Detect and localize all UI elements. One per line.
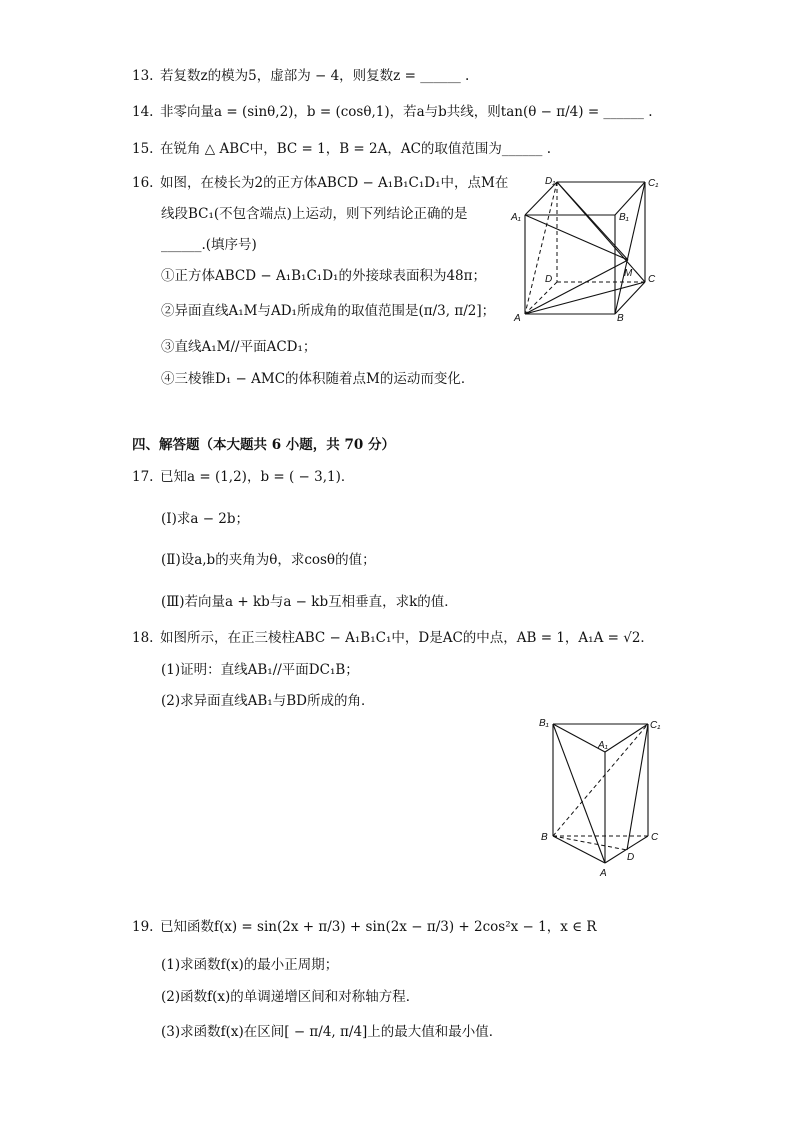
question-13 bbox=[132, 67, 469, 85]
question-18-part-1: (1)证明：直线AB₁//平面DC₁B； bbox=[161, 662, 359, 678]
question-17-part-1: (Ⅰ)求a − 2b； bbox=[161, 511, 250, 527]
question-number: 16. bbox=[132, 175, 154, 191]
question-number: 19. bbox=[132, 919, 154, 935]
question-18-part-2: (2)求异面直线AB₁与BD所成的角． bbox=[161, 693, 375, 709]
question-16-option-4: ④三棱锥D₁ − AMC的体积随着点M的运动而变化． bbox=[161, 371, 475, 387]
question-16 bbox=[132, 174, 508, 192]
question-number: 13. bbox=[132, 68, 154, 84]
label-D1: D₁ bbox=[545, 176, 556, 187]
label-A1: A₁ bbox=[511, 212, 521, 223]
question-19-part-2: (2)函数f(x)的单调递增区间和对称轴方程． bbox=[161, 989, 420, 1005]
question-number: 14. bbox=[132, 104, 154, 120]
question-text: 如图所示，在正三棱柱ABC − A₁B₁C₁中，D是AC的中点，AB = 1，A₁A = √2． bbox=[160, 630, 654, 646]
label-C: C bbox=[651, 832, 659, 843]
label-A1: A₁ bbox=[598, 740, 608, 751]
label-B: B bbox=[541, 832, 548, 843]
question-17 bbox=[132, 468, 354, 486]
question-19-part-3: (3)求函数f(x)在区间[ − π/4, π/4]上的最大值和最小值． bbox=[161, 1024, 503, 1040]
question-14 bbox=[132, 103, 653, 121]
label-C1: C₁ bbox=[648, 178, 659, 189]
question-15 bbox=[132, 140, 551, 158]
question-16-line2: 线段BC₁(不包含端点)上运动，则下列结论正确的是 bbox=[161, 206, 468, 222]
question-16-line3: ______.(填序号) bbox=[161, 237, 257, 253]
question-text: 若复数z的模为5，虚部为 − 4，则复数z = ______ . bbox=[160, 68, 470, 84]
question-17-part-2: (Ⅱ)设a,b的夹角为θ，求cosθ的值； bbox=[161, 552, 376, 568]
cube-figure bbox=[505, 170, 665, 325]
question-16-option-3: ③直线A₁M//平面ACD₁； bbox=[161, 339, 317, 355]
label-D: D bbox=[627, 852, 635, 863]
question-number: 18. bbox=[132, 630, 154, 646]
question-19 bbox=[132, 918, 597, 936]
question-16-option-2: ②异面直线A₁M与AD₁所成角的取值范围是(π/3, π/2]； bbox=[161, 303, 496, 319]
question-number: 15. bbox=[132, 141, 154, 157]
prism-figure bbox=[535, 712, 665, 880]
question-text: 已知函数f(x) = sin(2x + π/3) + sin(2x − π/3) + 2cos²x − 1，x ∈ R bbox=[160, 919, 597, 935]
label-A: A bbox=[600, 868, 607, 879]
question-text: 非零向量a = (sinθ,2)，b = (cosθ,1)，若a与b共线，则tan(θ − π/4) = ______ . bbox=[160, 104, 653, 120]
question-number: 17. bbox=[132, 469, 154, 485]
question-18 bbox=[132, 629, 654, 647]
label-D: D bbox=[545, 274, 553, 285]
question-19-part-1: (1)求函数f(x)的最小正周期； bbox=[161, 957, 339, 973]
question-17-part-3: (Ⅲ)若向量a + kb与a − kb互相垂直，求k的值． bbox=[161, 594, 458, 610]
label-C: C bbox=[648, 274, 656, 285]
question-text: 如图，在棱长为2的正方体ABCD − A₁B₁C₁D₁中，点M在 bbox=[160, 175, 509, 191]
label-M: M bbox=[624, 268, 633, 279]
label-B: B bbox=[617, 313, 624, 324]
label-B1: B₁ bbox=[619, 212, 629, 223]
label-A: A bbox=[514, 313, 521, 324]
section-heading: 四、解答题（本大题共 6 小题，共 70 分） bbox=[132, 437, 395, 453]
question-text: 在锐角 △ ABC中，BC = 1，B = 2A，AC的取值范围为______ . bbox=[160, 141, 552, 157]
label-C1: C₁ bbox=[650, 720, 661, 731]
question-text: 已知a = (1,2)，b = ( − 3,1)． bbox=[160, 469, 355, 485]
label-B1: B₁ bbox=[539, 718, 549, 729]
question-16-option-1: ①正方体ABCD − A₁B₁C₁D₁的外接球表面积为48π； bbox=[161, 268, 486, 284]
